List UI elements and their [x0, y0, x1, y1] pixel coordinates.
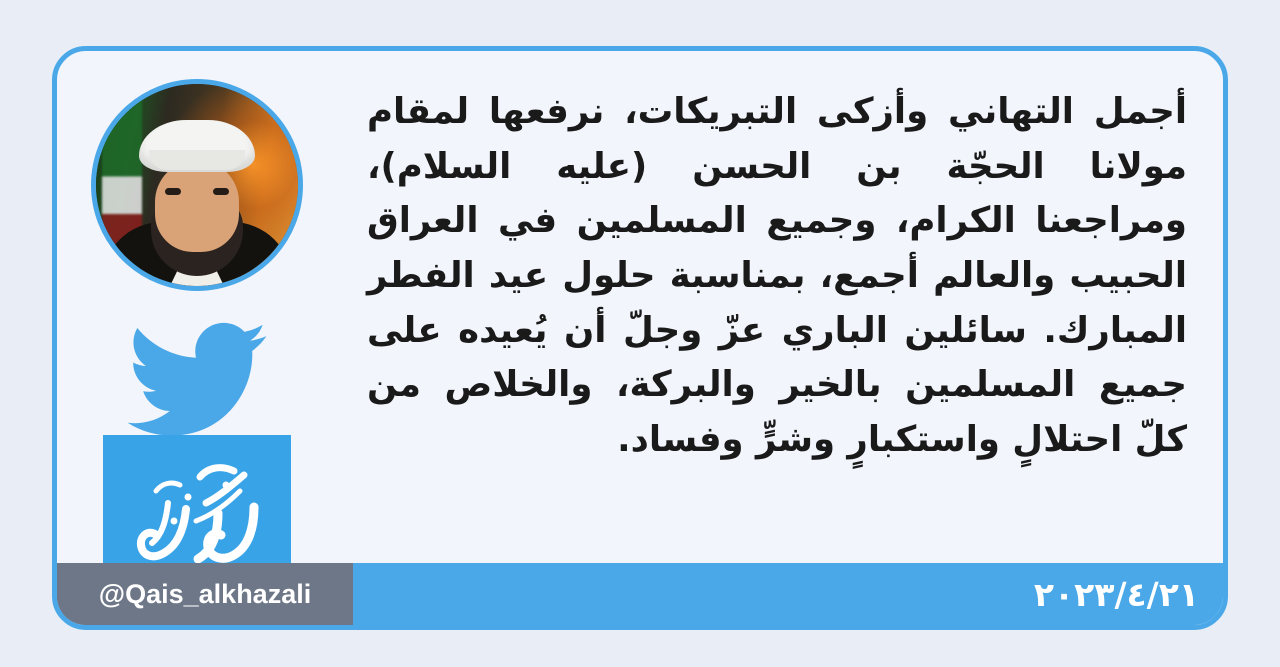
announcement-card: [52, 46, 1228, 630]
flag-decoration: [102, 94, 142, 244]
footer-bar: [57, 563, 1223, 625]
eyes-shape: [165, 188, 229, 196]
twitter-bird-icon[interactable]: [103, 331, 291, 427]
message-text: أجمل التهاني وأزكى التبريكات، نرفعها لمقام مولانا الحجّة بن الحسن (عليه السلام)، ومراجعنا الكرام، وجميع المسلمين في العراق الحبيب والعالم أجمع، بمناسبة حلول عيد الفطر المبارك. سائلين الباري عزّ وجلّ أن يُعيده على جميع المسلمين بالخير والبركة، والخلاص من كلّ احتلالٍ واستكبارٍ وشرٍّ وفساد.: [367, 91, 1187, 460]
message-body: [367, 85, 1187, 468]
media-column: [91, 79, 311, 599]
twitter-handle: @Qais_alkhazali: [98, 578, 312, 609]
publish-date: ٢٠٢٣/٤/٢١: [1033, 574, 1199, 614]
avatar-photo: [96, 84, 298, 286]
turban-shape: [139, 120, 255, 172]
face-shape: [155, 160, 239, 252]
avatar: [91, 79, 303, 291]
handle-chip[interactable]: [57, 563, 353, 625]
